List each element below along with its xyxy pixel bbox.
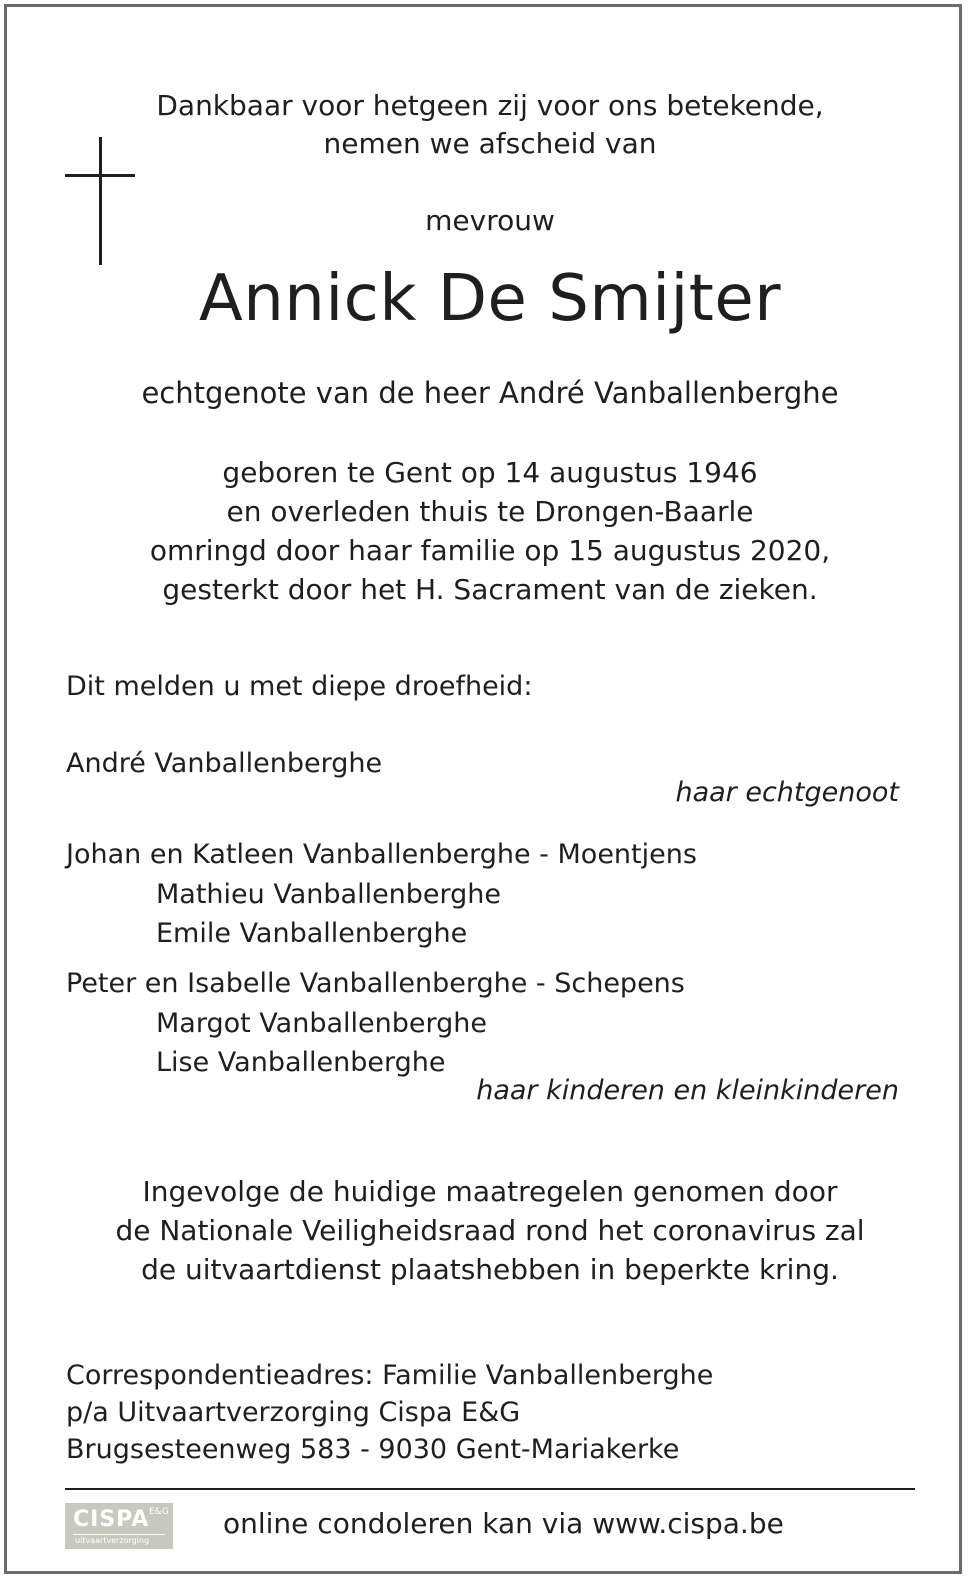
online-condolence-text: online condoleren kan via www.cispa.be	[223, 1507, 784, 1540]
obituary-card	[4, 4, 962, 1574]
funeral-notice	[7, 1172, 973, 1289]
notice-line-2: de Nationale Veiligheidsraad rond het coronavirus zal	[115, 1214, 865, 1247]
family-line: omringd door haar familie op 15 augustus 2020,	[149, 534, 831, 567]
divider	[65, 1488, 915, 1490]
cispa-logo	[65, 1503, 173, 1549]
intro-line-2: nemen we afscheid van	[323, 127, 657, 160]
husband-name: André Vanballenberghe	[66, 748, 383, 779]
intro-text	[7, 87, 973, 163]
logo-superscript: E&G	[149, 1507, 169, 1517]
child2-couple: Peter en Isabelle Vanballenberghe - Schepens	[66, 968, 685, 999]
life-details	[7, 453, 973, 609]
children-role: haar kinderen en kleinkinderen	[476, 1075, 899, 1106]
notice-line-3: de uitvaartdienst plaatshebben in beperkte kring.	[141, 1253, 839, 1286]
cross-vertical-bar	[99, 137, 102, 265]
cross-horizontal-bar	[65, 174, 135, 177]
birth-line: geboren te Gent op 14 augustus 1946	[222, 456, 758, 489]
logo-wordmark: CISPA	[73, 1507, 150, 1532]
grandchild-name: Margot Vanballenberghe	[156, 1008, 487, 1039]
notice-line-1: Ingevolge de huidige maatregelen genomen door	[142, 1175, 838, 1208]
intro-line-1: Dankbaar voor hetgeen zij voor ons betekende,	[156, 89, 824, 122]
logo-subtitle: uitvaartverzorging	[75, 1536, 150, 1545]
correspondence-address	[66, 1357, 713, 1468]
spouse-line: echtgenote van de heer André Vanballenberghe	[141, 376, 839, 410]
husband-role: haar echtgenoot	[675, 777, 899, 808]
child1-couple: Johan en Katleen Vanballenberghe - Moentjens	[66, 839, 697, 870]
logo-underline	[73, 1534, 165, 1535]
death-line: en overleden thuis te Drongen-Baarle	[226, 495, 754, 528]
address-line-1: Correspondentieadres: Familie Vanballenberghe	[66, 1360, 714, 1391]
deceased-name: Annick De Smijter	[198, 262, 782, 336]
grandchild-name: Lise Vanballenberghe	[156, 1047, 446, 1078]
grandchild-name: Emile Vanballenberghe	[156, 918, 468, 949]
grandchild-name: Mathieu Vanballenberghe	[156, 879, 502, 910]
sacrament-line: gesterkt door het H. Sacrament van de zieken.	[162, 573, 818, 606]
announcement: Dit melden u met diepe droefheid:	[66, 671, 533, 702]
honorific: mevrouw	[425, 204, 555, 237]
address-line-2: p/a Uitvaartverzorging Cispa E&G	[66, 1397, 521, 1428]
address-line-3: Brugsesteenweg 583 - 9030 Gent-Mariakerke	[66, 1434, 680, 1465]
